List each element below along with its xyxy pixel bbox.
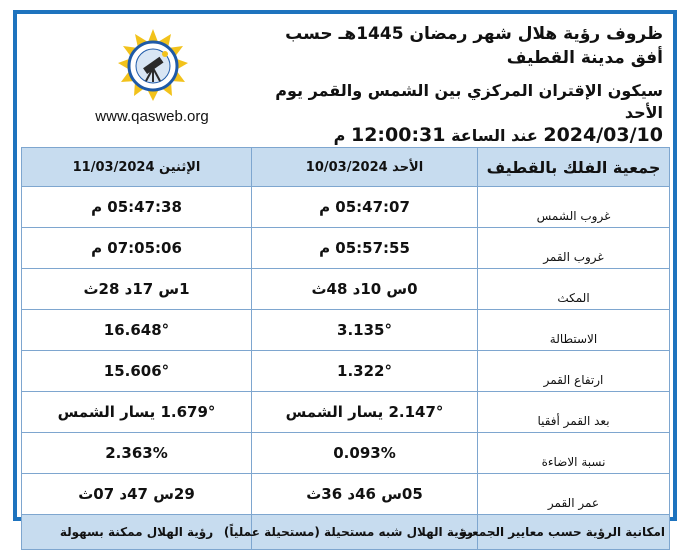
table-row [22, 228, 670, 269]
conjunction-text: سيكون الإقتران المركزي بين الشمس والقمر يوم الأحد [275, 81, 663, 122]
footer-day1: رؤية الهلال شبه مستحيلة (مستحيلة عملياً) [252, 515, 478, 550]
row-label: الاستطالة [478, 310, 670, 351]
row-label: غروب القمر [478, 228, 670, 269]
row-day1-value: 05:47:07 م [252, 187, 478, 228]
row-label: غروب الشمس [478, 187, 670, 228]
telescope-emblem-icon [115, 28, 191, 104]
row-day2-value: 07:05:06 م [22, 228, 252, 269]
row-label: المكث [478, 269, 670, 310]
row-day1-value: 1.322° [252, 351, 478, 392]
conjunction-time: 12:00:31 [350, 124, 446, 146]
row-day2-value: 05:47:38 م [22, 187, 252, 228]
row-day2-value: 1.679° يسار الشمس [22, 392, 252, 433]
table-row [22, 310, 670, 351]
row-label: بعد القمر أفقيا [478, 392, 670, 433]
table-footer-row [22, 515, 670, 550]
table-row [22, 392, 670, 433]
table-row [22, 269, 670, 310]
row-label: نسبة الاضاءة [478, 433, 670, 474]
table-row [22, 474, 670, 515]
page-title: ظروف رؤية هلال شهر رمضان 1445هـ حسب أفق مدينة القطيف [285, 24, 663, 68]
row-day2-value: 29س 47د 07ث [22, 474, 252, 515]
row-day1-value: 0س 10د 48ث [252, 269, 478, 310]
row-day2-value: 15.606° [22, 351, 252, 392]
footer-label: امكانية الرؤية حسب معايير الجمعية [478, 515, 670, 550]
footer-day2: رؤية الهلال ممكنة بسهولة [22, 515, 252, 550]
conjunction-time-label: عند الساعة [451, 126, 538, 145]
header [17, 14, 673, 146]
row-day1-value: 0.093% [252, 433, 478, 474]
table-row [22, 433, 670, 474]
header-label: جمعية الفلك بالقطيف [478, 148, 670, 187]
conjunction-datetime [263, 124, 663, 147]
document-frame [13, 10, 677, 539]
header-day2: الإثنين 11/03/2024 [22, 148, 252, 187]
table-row [22, 351, 670, 392]
row-day1-value: 05س 46د 36ث [252, 474, 478, 515]
row-day1-value: 2.147° يسار الشمس [252, 392, 478, 433]
header-day1: الأحد 10/03/2024 [252, 148, 478, 187]
website-url[interactable]: www.qasweb.org [95, 108, 209, 125]
row-day1-value: 05:57:55 م [252, 228, 478, 269]
row-day2-value: 2.363% [22, 433, 252, 474]
row-label: ارتفاع القمر [478, 351, 670, 392]
table-header-row [22, 148, 670, 187]
row-day2-value: 1س 17د 28ث [22, 269, 252, 310]
visibility-table [21, 147, 670, 550]
title-block [263, 22, 663, 147]
table-row [22, 187, 670, 228]
conjunction-suffix: م [333, 126, 346, 145]
row-day2-value: 16.648° [22, 310, 252, 351]
row-day1-value: 3.135° [252, 310, 478, 351]
conjunction-date: 2024/03/10 [543, 124, 663, 146]
row-label: عمر القمر [478, 474, 670, 515]
